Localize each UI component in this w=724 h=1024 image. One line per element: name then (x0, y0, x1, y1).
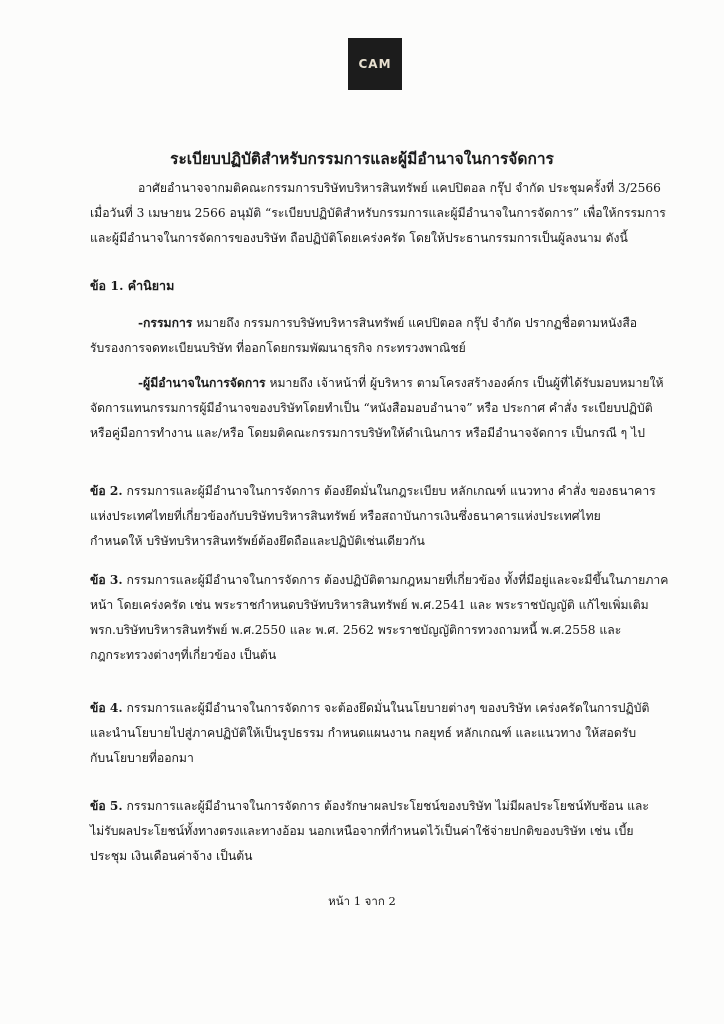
section-2-line-1 (90, 479, 656, 504)
section-3-line-1 (90, 568, 669, 593)
company-logo (348, 38, 402, 90)
intro-line-2: เมื่อวันที่ 3 เมษายน 2566 อนุมัติ “ระเบียบปฏิบัติสำหรับกรรมการและผู้มีอำนาจในการจัดการ” เพื่อให้กรรมการ (90, 206, 666, 220)
page-number: หน้า 1 จาก 2 (328, 894, 396, 908)
definition-director-line-2: รับรองการจดทะเบียนบริษัท ที่ออกโดยกรมพัฒนาธุรกิจ กระทรวงพาณิชย์ (90, 341, 466, 355)
section-4-line-3: กับนโยบายที่ออกมา (90, 751, 194, 765)
section-4-label: ข้อ 4. (90, 701, 123, 715)
section-4-text-1: กรรมการและผู้มีอำนาจในการจัดการ จะต้องยึดมั่นในนโยบายต่างๆ ของบริษัท เคร่งครัดในการปฏิบัติ (122, 701, 650, 715)
definition-director (90, 311, 650, 361)
section-5-line-3: ประชุม เงินเดือนค่าจ้าง เป็นต้น (90, 849, 253, 863)
section-4-paragraph (90, 696, 650, 771)
section-3-line-2: หน้า โดยเคร่งครัด เช่น พระราชกำหนดบริษัทบริหารสินทรัพย์ พ.ศ.2541 และ พระราชบัญญัติ แก้ไขเพิ่มเติม (90, 598, 649, 612)
section-2-paragraph (90, 479, 656, 554)
section-3-text-1: กรรมการและผู้มีอำนาจในการจัดการ ต้องปฏิบัติตามกฎหมายที่เกี่ยวข้อง ทั้งที่มีอยู่และจะมีขึ้นในภายภาค (122, 573, 669, 587)
section-3-line-3: พรก.บริษัทบริหารสินทรัพย์ พ.ศ.2550 และ พ.ศ. 2562 พระราชบัญญัติการทวงถามหนี้ พ.ศ.2558 และ (90, 623, 622, 637)
intro-line-3: และผู้มีอำนาจในการจัดการของบริษัท ถือปฏิบัติโดยเคร่งครัด โดยให้ประธานกรรมการเป็นผู้ลงนาม ดังนี้ (90, 231, 628, 245)
definition-authorized-text-1: หมายถึง เจ้าหน้าที่ ผู้บริหาร ตามโครงสร้างองค์กร เป็นผู้ที่ได้รับมอบหมายให้ (265, 376, 664, 390)
section-5-line-1 (90, 794, 650, 819)
intro-line-1: อาศัยอำนาจจากมติคณะกรรมการบริษัทบริหารสินทรัพย์ แคปปิตอล กรุ๊ป จำกัด ประชุมครั้งที่ 3/2566 (138, 181, 661, 195)
logo-text: CAM (358, 57, 392, 71)
definition-authorized-person (90, 371, 664, 446)
definition-authorized-line-1 (90, 371, 664, 396)
section-2-line-2: แห่งประเทศไทยที่เกี่ยวข้องกับบริษัทบริหารสินทรัพย์ หรือสถาบันการเงินซึ่งธนาคารแห่งประเทศไทย (90, 509, 601, 523)
section-4-line-2: และนำนโยบายไปสู่ภาคปฏิบัติให้เป็นรูปธรรม กำหนดแผนงาน กลยุทธ์ หลักเกณฑ์ และแนวทาง ให้สอดรับ (90, 726, 637, 740)
section-4-line-1 (90, 696, 650, 721)
definition-director-text-1: หมายถึง กรรมการบริษัทบริหารสินทรัพย์ แคปปิตอล กรุ๊ป จำกัด ปรากฏชื่อตามหนังสือ (192, 316, 638, 330)
document-title: ระเบียบปฏิบัติสำหรับกรรมการและผู้มีอำนาจในการจัดการ (170, 149, 554, 168)
intro-paragraph (90, 176, 666, 251)
definition-authorized-line-2: จัดการแทนกรรมการผู้มีอำนาจของบริษัทโดยทำเป็น “หนังสือมอบอำนาจ” หรือ ประกาศ คำสั่ง ระเบียบปฏิบัติ (90, 401, 653, 415)
definition-director-line-1 (90, 311, 650, 336)
definition-authorized-term: -ผู้มีอำนาจในการจัดการ (138, 376, 266, 390)
section-2-text-1: กรรมการและผู้มีอำนาจในการจัดการ ต้องยึดมั่นในกฎระเบียบ หลักเกณฑ์ แนวทาง คำสั่ง ของธนาคาร (122, 484, 656, 498)
section-5-label: ข้อ 5. (90, 799, 123, 813)
definition-director-term: -กรรมการ (138, 316, 193, 330)
definition-authorized-line-3: หรือคู่มือการทำงาน และ/หรือ โดยมติคณะกรรมการบริษัทให้ดำเนินการ หรือมีอำนาจจัดการ เป็นกรณี ๆ ไป (90, 426, 645, 440)
section-3-label: ข้อ 3. (90, 573, 123, 587)
section-2-label: ข้อ 2. (90, 484, 123, 498)
section-5-text-1: กรรมการและผู้มีอำนาจในการจัดการ ต้องรักษาผลประโยชน์ของบริษัท ไม่มีผลประโยชน์ทับซ้อน และ (122, 799, 649, 813)
section-5-paragraph (90, 794, 650, 869)
section-2-line-3: กำหนดให้ บริษัทบริหารสินทรัพย์ต้องยึดถือและปฏิบัติเช่นเดียวกัน (90, 534, 425, 548)
section-5-line-2: ไม่รับผลประโยชน์ทั้งทางตรงและทางอ้อม นอกเหนือจากที่กำหนดไว้เป็นค่าใช้จ่ายปกติของบริษัท เช่น เบี้ย (90, 824, 634, 838)
section-3-paragraph (90, 568, 669, 668)
section-1-heading: ข้อ 1. คำนิยาม (90, 278, 175, 293)
section-3-line-4: กฎกระทรวงต่างๆที่เกี่ยวข้อง เป็นต้น (90, 648, 277, 662)
